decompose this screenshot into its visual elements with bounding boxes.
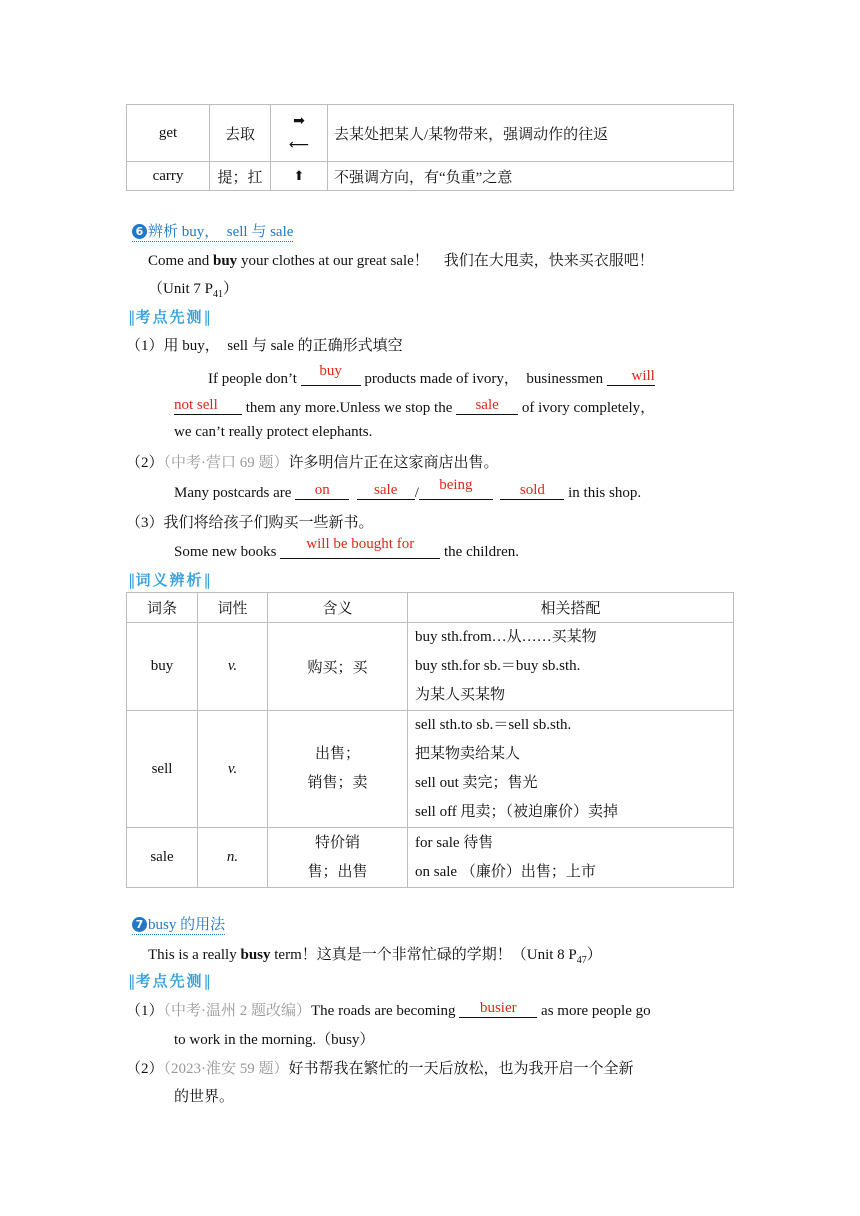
- arrow-up-icon: ⬆: [271, 162, 328, 191]
- answer: being: [439, 477, 473, 493]
- answer-blank: [357, 483, 415, 500]
- header-cell: 相关搭配: [408, 593, 734, 623]
- q2-prompt: [126, 451, 499, 472]
- section6-example: [148, 249, 654, 270]
- cell-pos: n.: [198, 828, 268, 888]
- example-text: your clothes at our great sale！ 我们在大甩卖，快来买衣服吧！: [237, 253, 654, 269]
- s7-q1-line2: to work in the morning.（busy）: [174, 1032, 375, 1048]
- cell-meaning: 购买；买: [268, 623, 408, 711]
- colloc-line: 把某物卖给某人: [415, 746, 521, 762]
- cell-arrows: [271, 105, 328, 162]
- q1-line3: we can’t really protect elephants.: [174, 424, 373, 440]
- answer-blank: [174, 398, 242, 415]
- answer: on: [314, 482, 330, 498]
- cell-meaning: [268, 711, 408, 828]
- answer: not sell: [174, 397, 218, 413]
- arrow-right-icon: ➡: [293, 113, 305, 129]
- q3-sentence: [174, 536, 519, 561]
- table-header-row: [127, 593, 734, 623]
- ref-page: 47: [576, 955, 587, 966]
- cell-colloc: [408, 828, 734, 888]
- colloc-line: for sale 待售: [415, 834, 494, 851]
- text: Many postcards are: [174, 485, 296, 501]
- q1-line2: [174, 396, 655, 417]
- table-row: [127, 828, 734, 888]
- header-cell: 词条: [127, 593, 198, 623]
- text: 好书帮我在繁忙的一天后放松，也为我开启一个全新: [288, 1061, 634, 1077]
- cell-colloc: [408, 623, 734, 711]
- s7-q1-line1: [126, 999, 651, 1020]
- answer-blank: [500, 483, 564, 500]
- s7-q2-line2: 的世界。: [174, 1089, 235, 1105]
- ref-end: ）: [586, 947, 602, 963]
- text: The roads are becoming: [311, 1003, 460, 1019]
- meaning-line: 销售；卖: [307, 775, 368, 791]
- text: them any more.Unless we stop the: [242, 400, 457, 416]
- answer: will be bought for: [306, 536, 415, 552]
- q1-line1: [208, 363, 655, 388]
- source: （2023·淮安 59 题）: [163, 1061, 289, 1077]
- test-tag-label: 考点先测: [135, 972, 204, 990]
- table-row: [127, 623, 734, 711]
- vocab-tag-label: 词义辨析: [135, 571, 204, 589]
- table-row: [127, 105, 734, 162]
- answer-blank: [459, 1001, 537, 1018]
- colloc-line: sell out 卖完；售光: [415, 775, 538, 791]
- cell-word: buy: [127, 623, 198, 711]
- section6-heading: [132, 220, 293, 241]
- cell-word: carry: [127, 162, 210, 191]
- q-num: （2）: [126, 455, 164, 471]
- cell-word: sell: [127, 711, 198, 828]
- colloc-line: buy sth.for sb.＝buy sb.sth.: [415, 658, 581, 674]
- q-num: （2）: [126, 1061, 164, 1077]
- colloc-line: on sale （廉价）出售；上市: [415, 863, 596, 880]
- cell-word: get: [127, 105, 210, 162]
- q3-prompt: （3）我们将给孩子们购买一些新书。: [126, 515, 374, 531]
- example-text: term！这真是一个非常忙碌的学期！（Unit 8 P: [270, 947, 577, 963]
- meaning-line: 特价销: [314, 834, 360, 851]
- test-tag-label: 考点先测: [135, 308, 204, 326]
- answer: buy: [319, 363, 342, 379]
- example-bold: buy: [213, 253, 238, 269]
- vocab-table: [126, 592, 734, 888]
- text: the children.: [440, 544, 519, 560]
- answer-blank: [607, 369, 655, 386]
- answer-blank: [301, 363, 361, 386]
- section7-title: busy 的用法: [148, 917, 226, 933]
- example-text: This is a really: [148, 947, 241, 963]
- cell-meaning: 去取: [210, 105, 271, 162]
- slash: /: [414, 485, 419, 501]
- text: products made of ivory， businessmen: [360, 371, 607, 387]
- header-cell: 词性: [198, 593, 268, 623]
- source: （中考·营口 69 题）: [163, 455, 289, 471]
- test-tag: ‖考点先测‖: [128, 972, 212, 990]
- section7-heading: [132, 913, 225, 934]
- answer: sale: [475, 397, 499, 413]
- q1-prompt: （1）用 buy， sell 与 sale 的正确形式填空: [126, 338, 403, 354]
- text: 许多明信片正在这家商店出售。: [288, 455, 499, 471]
- colloc-line: sell off 甩卖；（被迫廉价）卖掉: [415, 804, 619, 820]
- example-text: Come and: [148, 253, 213, 269]
- cell-meaning: [268, 828, 408, 888]
- meaning-line: 出售；: [314, 746, 360, 762]
- cell-meaning: 提；扛: [210, 162, 271, 191]
- q2-sentence: [174, 477, 642, 502]
- text: of ivory completely，: [518, 400, 656, 416]
- number-6-icon: 6: [132, 224, 147, 239]
- text: in this shop.: [564, 485, 642, 501]
- answer: sale: [374, 482, 398, 498]
- ref-end: ）: [223, 281, 239, 297]
- example-bold: busy: [240, 947, 271, 963]
- vocab-tag: ‖词义辨析‖: [128, 571, 212, 589]
- colloc-line: 为某人买某物: [415, 687, 506, 703]
- table-row: [127, 711, 734, 828]
- text: Some new books: [174, 544, 281, 560]
- section6-title: 辨析 buy， sell 与 sale: [148, 224, 294, 240]
- cell-desc: 去某处把某人/某物带来，强调动作的往返: [328, 105, 734, 162]
- number-7-icon: 7: [132, 917, 147, 932]
- answer-blank: [419, 477, 493, 500]
- ref-page: 41: [213, 289, 224, 300]
- meaning-line: 售；出售: [307, 863, 368, 880]
- test-tag: ‖考点先测‖: [128, 308, 212, 326]
- top-table: [126, 104, 734, 191]
- answer-blank: [456, 398, 518, 415]
- text: If people don’t: [208, 371, 301, 387]
- answer: will: [631, 368, 655, 384]
- cell-word: sale: [127, 828, 198, 888]
- header-cell: 含义: [268, 593, 408, 623]
- colloc-line: sell sth.to sb.＝sell sb.sth.: [415, 717, 572, 733]
- section6-example-ref: [148, 277, 238, 300]
- cell-colloc: [408, 711, 734, 828]
- section7-example: [148, 943, 602, 966]
- answer-blank: [280, 536, 440, 559]
- answer-blank: [295, 483, 349, 500]
- source: （中考·温州 2 题改编）: [163, 1003, 312, 1019]
- text: as more people go: [537, 1003, 651, 1019]
- q-num: （1）: [126, 1003, 164, 1019]
- ref-text: （Unit 7 P: [148, 281, 214, 297]
- cell-pos: v.: [198, 711, 268, 828]
- s7-q2-line1: [126, 1057, 634, 1078]
- cell-pos: v.: [198, 623, 268, 711]
- answer: busier: [479, 1000, 517, 1016]
- cell-desc: 不强调方向，有“负重”之意: [328, 162, 734, 191]
- arrow-left-icon: ⟵: [288, 137, 310, 153]
- table-row: [127, 162, 734, 191]
- answer: sold: [519, 482, 545, 498]
- colloc-line: buy sth.from…从……买某物: [415, 629, 597, 645]
